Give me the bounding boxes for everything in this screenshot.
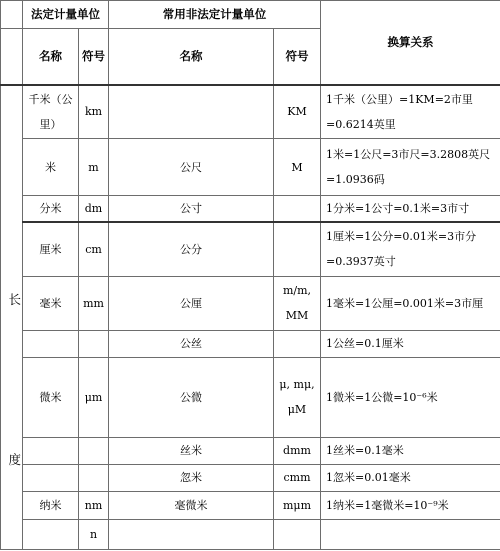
common-symbol-cell: μ, mμ, μM [274,357,321,437]
legal-symbol-cell [79,464,109,491]
common-name-cell: 公尺 [109,139,274,196]
legal-symbol-cell: n [79,519,109,549]
legal-symbol-cell [79,330,109,357]
legal-name-cell: 米 [23,139,79,196]
legal-name-header: 名称 [23,29,79,85]
common-name-cell: 公分 [109,222,274,276]
common-symbol-cell [274,330,321,357]
legal-name-cell [23,519,79,549]
conversion-cell: 1毫米=1公厘=0.001米=3市厘 [321,276,500,330]
common-symbol-cell: mμm [274,491,321,519]
conversion-cell: 1分米=1公寸=0.1米=3市寸 [321,196,500,223]
legal-name-cell [23,437,79,464]
common-nonlegal-unit-header: 常用非法定计量单位 [109,1,321,29]
conversion-cell: 1忽米=0.01毫米 [321,464,500,491]
common-symbol-cell: KM [274,85,321,139]
legal-symbol-cell: cm [79,222,109,276]
common-symbol-cell: m/m, MM [274,276,321,330]
legal-symbol-cell: m [79,139,109,196]
common-name-cell: 公寸 [109,196,274,223]
conversion-cell: 1千米（公里）=1KM=2市里=0.6214英里 [321,85,500,139]
legal-symbol-header: 符号 [79,29,109,85]
legal-symbol-cell: km [79,85,109,139]
category-char-du: 度 [8,451,22,467]
common-name-cell [109,519,274,549]
conversion-header: 换算关系 [321,1,500,85]
common-symbol-cell: dmm [274,437,321,464]
common-symbol-header: 符号 [274,29,321,85]
legal-symbol-cell: μm [79,357,109,437]
common-name-cell: 毫微米 [109,491,274,519]
corner-cell-2 [1,29,23,85]
common-symbol-cell [274,222,321,276]
legal-name-cell: 分米 [23,196,79,223]
common-name-cell: 忽米 [109,464,274,491]
conversion-cell: 1厘米=1公分=0.01米=3市分=0.3937英寸 [321,222,500,276]
legal-symbol-cell [79,437,109,464]
legal-name-cell: 厘米 [23,222,79,276]
category-char-chang: 长 [8,291,22,307]
common-symbol-cell [274,196,321,223]
legal-name-cell: 微米 [23,357,79,437]
common-name-cell: 公厘 [109,276,274,330]
common-name-cell [109,85,274,139]
corner-cell [1,1,23,29]
legal-symbol-cell: nm [79,491,109,519]
common-symbol-cell: cmm [274,464,321,491]
common-name-cell: 公微 [109,357,274,437]
conversion-cell [321,519,500,549]
legal-name-cell: 千米（公里） [23,85,79,139]
common-symbol-cell [274,519,321,549]
conversion-cell: 1纳米=1毫微米=10⁻⁹米 [321,491,500,519]
legal-symbol-cell: mm [79,276,109,330]
legal-unit-header: 法定计量单位 [23,1,109,29]
conversion-cell: 1丝米=0.1毫米 [321,437,500,464]
common-name-cell: 公丝 [109,330,274,357]
legal-name-cell [23,330,79,357]
legal-name-cell [23,464,79,491]
conversion-cell: 1米=1公尺=3市尺=3.2808英尺=1.0936码 [321,139,500,196]
common-name-cell: 丝米 [109,437,274,464]
conversion-cell: 1微米=1公微=10⁻⁶米 [321,357,500,437]
legal-name-cell: 毫米 [23,276,79,330]
length-category-cell [1,85,23,550]
common-name-header: 名称 [109,29,274,85]
common-symbol-cell: M [274,139,321,196]
legal-symbol-cell: dm [79,196,109,223]
conversion-cell: 1公丝=0.1厘米 [321,330,500,357]
legal-name-cell: 纳米 [23,491,79,519]
